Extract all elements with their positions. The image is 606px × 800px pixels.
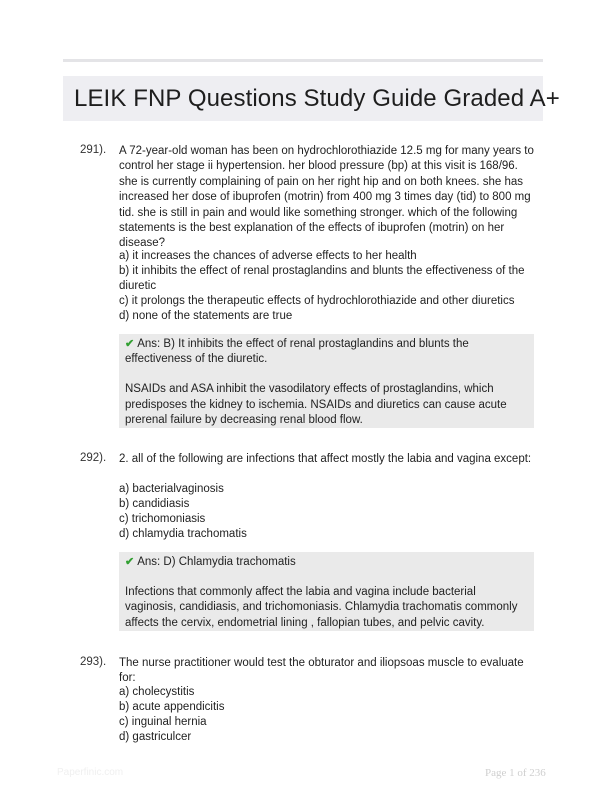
option-d: d) gastriculcer	[119, 731, 192, 743]
option-a: a) it increases the chances of adverse effects to her health	[119, 250, 417, 262]
answer-text: Ans: B) It inhibits the effect of renal prostaglandins and blunts the effectiveness of the diuretic.	[125, 338, 469, 366]
question-number: 292).	[80, 452, 107, 464]
top-divider	[63, 59, 543, 62]
answer-text: Ans: D) Chlamydia trachomatis	[137, 556, 296, 568]
page-indicator: Page 1 of 236	[485, 767, 546, 779]
check-icon: ✔	[125, 338, 135, 350]
option-a: a) bacterialvaginosis	[119, 483, 224, 495]
option-b: b) it inhibits the effect of renal prostaglandins and blunts the effectiveness of the diuretic	[119, 265, 525, 292]
document-title: LEIK FNP Questions Study Guide Graded A+	[74, 85, 560, 112]
answer-box-291	[119, 334, 534, 428]
question-number: 291).	[80, 144, 107, 156]
options-list-293	[119, 685, 537, 745]
option-d: d) chlamydia trachomatis	[119, 528, 247, 540]
option-d: d) none of the statements are true	[119, 310, 293, 322]
option-c: c) inguinal hernia	[119, 716, 207, 728]
question-text: A 72-year-old woman has been on hydrochlorothiazide 12.5 mg for many years to control her stage ii hypertension. her blood pressure (bp) at this visit is 168/96. she is currently complaining of pain on her right hip and on both knees. she has increased her dose of ibuprofen (motrin) from 400 mg 3 times day (tid) to 800 mg tid. she is still in pain and would like something stronger. which of the following statements is the best explanation of the effects of ibuprofen (motrin) on her disease?	[119, 145, 534, 250]
option-b: b) candidiasis	[119, 498, 190, 510]
option-a: a) cholecystitis	[119, 686, 195, 698]
option-c: c) trichomoniasis	[119, 513, 206, 525]
footer-watermark: Paperfinic.com	[57, 767, 124, 778]
title-banner	[63, 76, 560, 121]
options-list-291	[119, 249, 537, 324]
question-number: 293).	[80, 656, 107, 668]
question-text: 2. all of the following are infections that affect mostly the labia and vagina except:	[119, 453, 532, 465]
option-b: b) acute appendicitis	[119, 701, 225, 713]
check-icon: ✔	[125, 556, 135, 568]
option-c: c) it prolongs the therapeutic effects of hydrochlorothiazide and other diuretics	[119, 295, 515, 307]
answer-explanation: NSAIDs and ASA inhibit the vasodilatory effects of prostaglandins, which predisposes the kidney to ischemia. NSAIDs and diuretics can cause acute prerenal failure by decreasing renal blood flow.	[125, 383, 507, 426]
options-list-292	[119, 482, 537, 542]
question-text: The nurse practitioner would test the obturator and iliopsoas muscle to evaluate for:	[119, 657, 524, 685]
answer-explanation: Infections that commonly affect the labia and vagina include bacterial vaginosis, candidiasis, and trichomoniasis. Chlamydia trachomatis commonly affects the cervix, endometrial lining , fallopian tubes, and pelvic cavity.	[125, 586, 518, 629]
answer-box-292	[119, 552, 534, 631]
